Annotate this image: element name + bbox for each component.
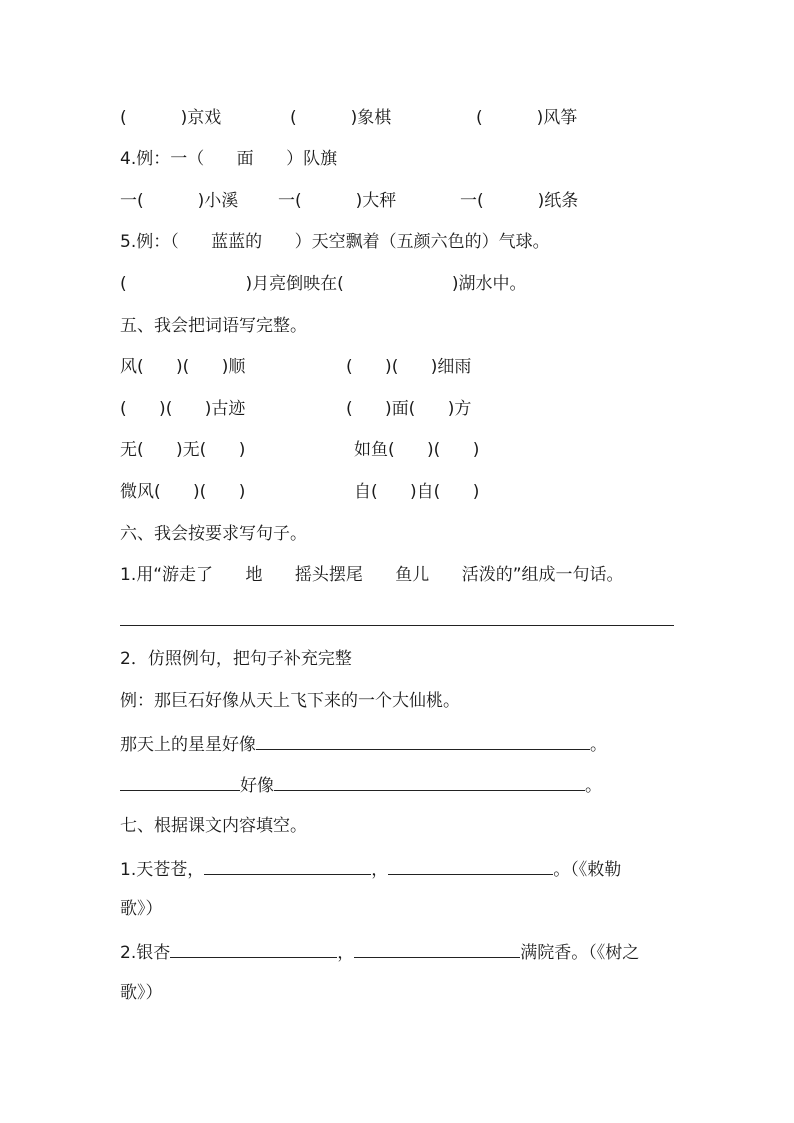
idiom-fill: 无( )无( ) [120, 440, 246, 460]
answer-blank [170, 939, 337, 958]
idiom-fill: ( )( )古迹 [120, 399, 246, 419]
answer-blank [354, 939, 520, 958]
q5-line: ( )月亮倒映在( )湖水中。 [120, 274, 527, 294]
q6-2-sentence-1: 那天上的星星好像 。 [120, 731, 607, 757]
q7-1: 1.天苍苍， ， 。（《敕勒 [120, 856, 621, 882]
q7-2: 2.银杏 ， 满院香。（《树之 [120, 939, 639, 965]
q4-example: 4.例：一（ 面 ）队旗 [120, 149, 338, 169]
idiom-fill: ( )面( )方 [346, 399, 472, 419]
answer-blank [256, 731, 590, 750]
answer-blank [388, 856, 553, 875]
answer-blank [204, 856, 371, 875]
fill-xiangqi: ( )象棋 [290, 108, 392, 128]
idiom-fill: 如鱼( )( ) [354, 440, 480, 460]
fill-dacheng: 一( )大秤 [278, 191, 397, 211]
section-5-title: 五、我会把词语写完整。 [120, 316, 307, 336]
q6-1-prompt: 1.用“游走了 地 摇头摆尾 鱼儿 活泼的”组成一句话。 [120, 565, 624, 585]
fill-zhitiao: 一( )纸条 [460, 191, 579, 211]
answer-blank [274, 772, 585, 791]
section-7-title: 七、根据课文内容填空。 [120, 816, 307, 836]
fill-fengzheng: ( )风筝 [476, 108, 578, 128]
q6-2-prompt: 2．仿照例句，把句子补充完整 [120, 649, 352, 669]
q7-2-cont: 歌》） [120, 983, 163, 1003]
answer-line [120, 625, 674, 626]
q6-2-example: 例：那巨石好像从天上飞下来的一个大仙桃。 [120, 691, 460, 711]
idiom-fill: 自( )自( ) [354, 482, 480, 502]
q5-example: 5.例：（ 蓝蓝的 ）天空飘着（五颜六色的）气球。 [120, 232, 550, 252]
fill-jingxi: ( )京戏 [120, 108, 222, 128]
q7-1-cont: 歌》） [120, 899, 163, 919]
idiom-fill: 风( )( )顺 [120, 357, 246, 377]
idiom-fill: 微风( )( ) [120, 482, 246, 502]
answer-blank [120, 772, 240, 791]
section-6-title: 六、我会按要求写句子。 [120, 524, 307, 544]
fill-xiaoxi: 一( )小溪 [120, 191, 239, 211]
q6-2-sentence-2: 好像 。 [120, 772, 602, 798]
idiom-fill: ( )( )细雨 [346, 357, 472, 377]
